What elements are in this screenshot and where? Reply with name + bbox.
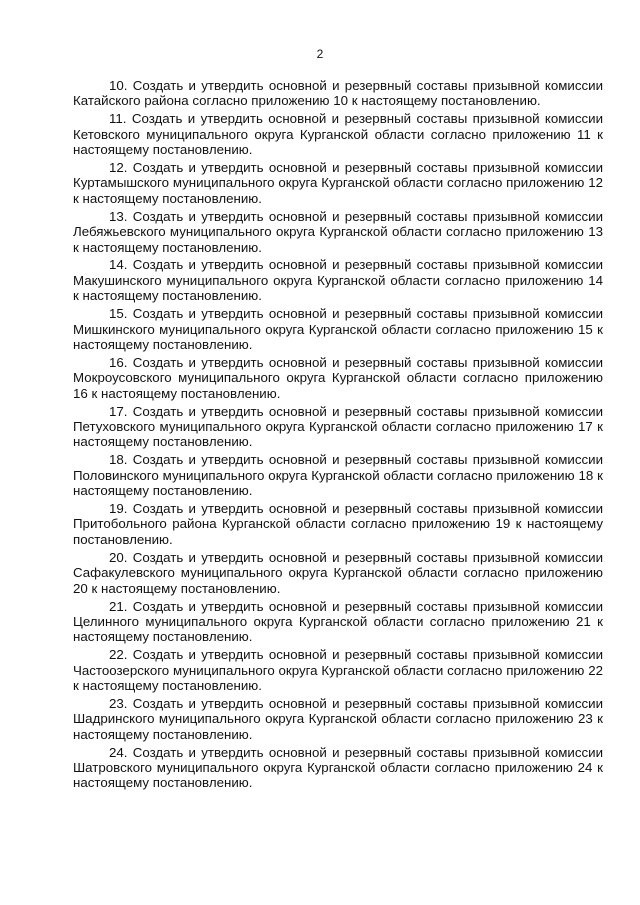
paragraph-16: 16. Создать и утвердить основной и резервный составы призывной комиссии Мокроусовского муниципального округа Курганской области согласно приложению 16 к настоящему постановлению. <box>73 354 603 401</box>
document-body <box>73 78 603 793</box>
paragraph-22: 22. Создать и утвердить основной и резервный составы призывной комиссии Частоозерского муниципального округа Курганской области согласно приложению 22 к настоящему постановлению. <box>73 647 603 694</box>
paragraph-10: 10. Создать и утвердить основной и резервный составы призывной комиссии Катайского района согласно приложению 10 к настоящему постановлению. <box>73 78 603 109</box>
page-number: 2 <box>316 47 324 61</box>
paragraph-20: 20. Создать и утвердить основной и резервный составы призывной комиссии Сафакулевского муниципального округа Курганской области согласно приложению 20 к настоящему постановлению. <box>73 549 603 596</box>
paragraph-15: 15. Создать и утвердить основной и резервный составы призывной комиссии Мишкинского муниципального округа Курганской области согласно приложению 15 к настоящему постановлению. <box>73 306 603 352</box>
paragraph-11: 11. Создать и утвердить основной и резервный составы призывной комиссии Кетовского муниципального округа Курганской области согласно приложению 11 к настоящему постановлению. <box>73 111 603 158</box>
paragraph-18: 18. Создать и утвердить основной и резервный составы призывной комиссии Половинского муниципального округа Курганской области согласно приложению 18 к настоящему постановлению. <box>73 452 603 499</box>
paragraph-12: 12. Создать и утвердить основной и резервный составы призывной комиссии Куртамышского муниципального округа Курганской области согласно приложению 12 к настоящему постановлению. <box>73 160 603 206</box>
paragraph-17: 17. Создать и утвердить основной и резервный составы призывной комиссии Петуховского муниципального округа Курганской области согласно приложению 17 к настоящему постановлению. <box>73 403 603 450</box>
paragraph-23: 23. Создать и утвердить основной и резервный составы призывной комиссии Шадринского муниципального округа Курганской области согласно приложению 23 к настоящему постановлению. <box>73 695 603 742</box>
paragraph-24: 24. Создать и утвердить основной и резервный составы призывной комиссии Шатровского муниципального округа Курганской области согласно приложению 24 к настоящему постановлению. <box>73 744 603 791</box>
paragraph-14: 14. Создать и утвердить основной и резервный составы призывной комиссии Макушинского муниципального округа Курганской области согласно приложению 14 к настоящему постановлению. <box>73 257 603 304</box>
paragraph-13: 13. Создать и утвердить основной и резервный составы призывной комиссии Лебяжьевского муниципального округа Курганской области согласно приложению 13 к настоящему постановлению. <box>73 208 603 255</box>
paragraph-21: 21. Создать и утвердить основной и резервный составы призывной комиссии Целинного муниципального округа Курганской области согласно приложению 21 к настоящему постановлению. <box>73 598 603 645</box>
paragraph-19: 19. Создать и утвердить основной и резервный составы призывной комиссии Притобольного района Курганской области согласно приложению 19 к настоящему постановлению. <box>73 501 603 547</box>
